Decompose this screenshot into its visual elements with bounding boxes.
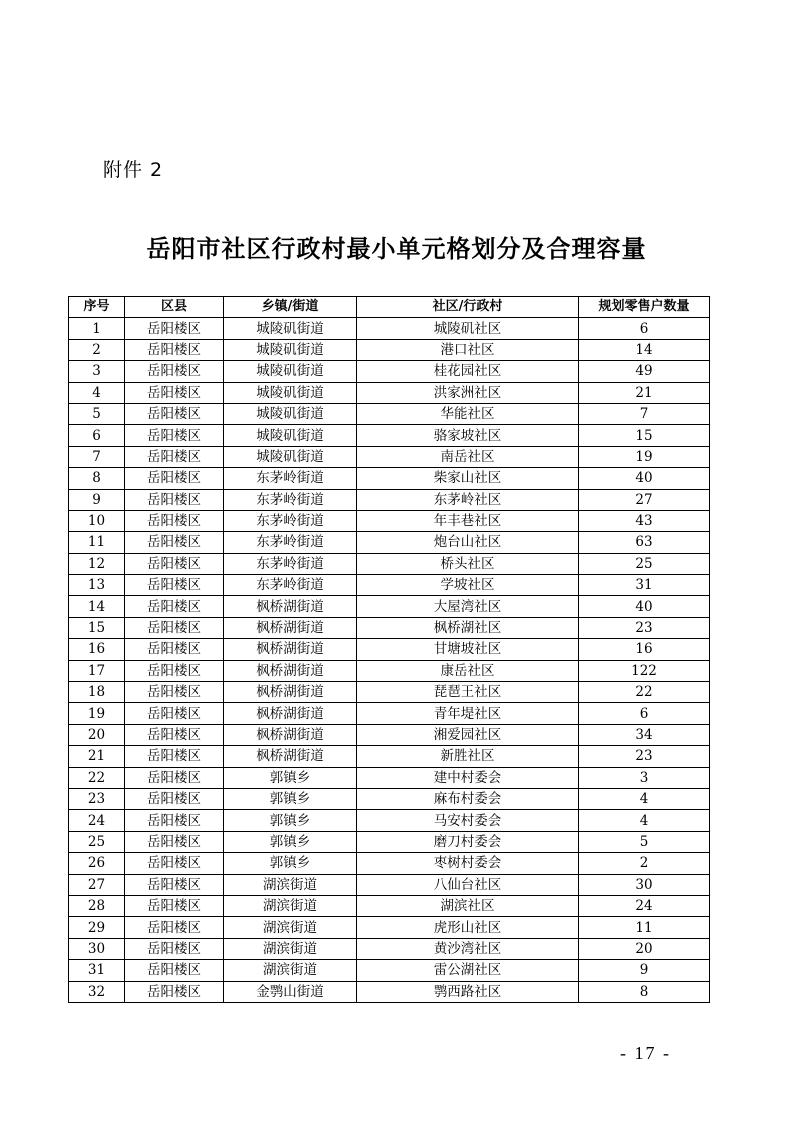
cell-community: 湖滨社区 [357, 895, 579, 916]
cell-index: 32 [69, 981, 125, 1002]
cell-town: 湖滨街道 [224, 895, 357, 916]
cell-town: 湖滨街道 [224, 874, 357, 895]
cell-index: 4 [69, 382, 125, 403]
table-row [69, 403, 710, 424]
cell-index: 29 [69, 917, 125, 938]
table-row [69, 746, 710, 767]
cell-district: 岳阳楼区 [125, 510, 224, 531]
table-row [69, 724, 710, 745]
cell-retail-count: 23 [579, 746, 710, 767]
cell-retail-count: 6 [579, 318, 710, 339]
cell-retail-count: 40 [579, 468, 710, 489]
cell-index: 30 [69, 938, 125, 959]
table-row [69, 489, 710, 510]
cell-index: 11 [69, 532, 125, 553]
cell-retail-count: 5 [579, 831, 710, 852]
cell-town: 郭镇乡 [224, 767, 357, 788]
cell-index: 13 [69, 575, 125, 596]
cell-district: 岳阳楼区 [125, 895, 224, 916]
cell-retail-count: 9 [579, 960, 710, 981]
cell-retail-count: 16 [579, 639, 710, 660]
column-header-retail-count: 规划零售户数量 [579, 297, 710, 318]
cell-index: 23 [69, 788, 125, 809]
cell-town: 郭镇乡 [224, 810, 357, 831]
cell-community: 黄沙湾社区 [357, 938, 579, 959]
cell-community: 雷公湖社区 [357, 960, 579, 981]
table-row [69, 446, 710, 467]
cell-district: 岳阳楼区 [125, 617, 224, 638]
cell-retail-count: 34 [579, 724, 710, 745]
cell-index: 1 [69, 318, 125, 339]
cell-district: 岳阳楼区 [125, 853, 224, 874]
cell-district: 岳阳楼区 [125, 810, 224, 831]
cell-retail-count: 11 [579, 917, 710, 938]
cell-retail-count: 25 [579, 553, 710, 574]
cell-town: 枫桥湖街道 [224, 596, 357, 617]
cell-index: 17 [69, 660, 125, 681]
cell-community: 湘爱园社区 [357, 724, 579, 745]
table-row [69, 853, 710, 874]
cell-community: 南岳社区 [357, 446, 579, 467]
cell-index: 24 [69, 810, 125, 831]
cell-retail-count: 49 [579, 361, 710, 382]
cell-district: 岳阳楼区 [125, 425, 224, 446]
cell-retail-count: 3 [579, 767, 710, 788]
cell-district: 岳阳楼区 [125, 831, 224, 852]
cell-town: 东茅岭街道 [224, 532, 357, 553]
cell-community: 麻布村委会 [357, 788, 579, 809]
cell-community: 甘塘坡社区 [357, 639, 579, 660]
cell-district: 岳阳楼区 [125, 660, 224, 681]
cell-community: 枣树村委会 [357, 853, 579, 874]
table-row [69, 339, 710, 360]
cell-index: 10 [69, 510, 125, 531]
cell-index: 19 [69, 703, 125, 724]
cell-district: 岳阳楼区 [125, 403, 224, 424]
cell-community: 枫桥湖社区 [357, 617, 579, 638]
cell-index: 27 [69, 874, 125, 895]
cell-index: 2 [69, 339, 125, 360]
cell-community: 琵琶王社区 [357, 682, 579, 703]
cell-retail-count: 4 [579, 788, 710, 809]
cell-retail-count: 40 [579, 596, 710, 617]
cell-community: 新胜社区 [357, 746, 579, 767]
table-row [69, 596, 710, 617]
cell-retail-count: 27 [579, 489, 710, 510]
table-row [69, 425, 710, 446]
cell-retail-count: 8 [579, 981, 710, 1002]
data-table [68, 296, 710, 1003]
cell-town: 城陵矶街道 [224, 361, 357, 382]
table-row [69, 874, 710, 895]
cell-index: 20 [69, 724, 125, 745]
table-row [69, 960, 710, 981]
cell-community: 磨刀村委会 [357, 831, 579, 852]
cell-retail-count: 20 [579, 938, 710, 959]
cell-town: 东茅岭街道 [224, 553, 357, 574]
cell-index: 8 [69, 468, 125, 489]
cell-community: 年丰巷社区 [357, 510, 579, 531]
cell-index: 6 [69, 425, 125, 446]
cell-district: 岳阳楼区 [125, 553, 224, 574]
cell-retail-count: 15 [579, 425, 710, 446]
cell-retail-count: 22 [579, 682, 710, 703]
cell-index: 12 [69, 553, 125, 574]
table-row [69, 682, 710, 703]
cell-community: 炮台山社区 [357, 532, 579, 553]
cell-retail-count: 14 [579, 339, 710, 360]
cell-district: 岳阳楼区 [125, 724, 224, 745]
cell-retail-count: 63 [579, 532, 710, 553]
cell-district: 岳阳楼区 [125, 318, 224, 339]
cell-district: 岳阳楼区 [125, 596, 224, 617]
cell-community: 马安村委会 [357, 810, 579, 831]
column-header-district: 区县 [125, 297, 224, 318]
cell-town: 郭镇乡 [224, 853, 357, 874]
cell-community: 东茅岭社区 [357, 489, 579, 510]
cell-index: 14 [69, 596, 125, 617]
table-row [69, 468, 710, 489]
cell-district: 岳阳楼区 [125, 361, 224, 382]
cell-index: 3 [69, 361, 125, 382]
table-row [69, 895, 710, 916]
cell-index: 16 [69, 639, 125, 660]
cell-district: 岳阳楼区 [125, 788, 224, 809]
cell-town: 东茅岭街道 [224, 510, 357, 531]
cell-retail-count: 19 [579, 446, 710, 467]
cell-community: 骆家坡社区 [357, 425, 579, 446]
column-header-community: 社区/行政村 [357, 297, 579, 318]
column-header-town: 乡镇/街道 [224, 297, 357, 318]
table-row [69, 617, 710, 638]
cell-index: 15 [69, 617, 125, 638]
cell-town: 东茅岭街道 [224, 468, 357, 489]
attachment-label: 附件 2 [103, 159, 164, 181]
cell-district: 岳阳楼区 [125, 767, 224, 788]
cell-retail-count: 7 [579, 403, 710, 424]
table-row [69, 382, 710, 403]
column-header-index: 序号 [69, 297, 125, 318]
cell-index: 26 [69, 853, 125, 874]
cell-index: 9 [69, 489, 125, 510]
cell-town: 枫桥湖街道 [224, 660, 357, 681]
cell-district: 岳阳楼区 [125, 981, 224, 1002]
cell-town: 枫桥湖街道 [224, 617, 357, 638]
cell-community: 虎形山社区 [357, 917, 579, 938]
table-header-row [69, 297, 710, 318]
cell-index: 21 [69, 746, 125, 767]
cell-district: 岳阳楼区 [125, 468, 224, 489]
cell-town: 枫桥湖街道 [224, 682, 357, 703]
cell-district: 岳阳楼区 [125, 382, 224, 403]
cell-town: 城陵矶街道 [224, 339, 357, 360]
cell-district: 岳阳楼区 [125, 575, 224, 596]
cell-retail-count: 21 [579, 382, 710, 403]
cell-community: 桥头社区 [357, 553, 579, 574]
cell-town: 城陵矶街道 [224, 382, 357, 403]
table-row [69, 810, 710, 831]
cell-community: 八仙台社区 [357, 874, 579, 895]
cell-town: 枫桥湖街道 [224, 746, 357, 767]
cell-community: 港口社区 [357, 339, 579, 360]
table-row [69, 361, 710, 382]
cell-town: 东茅岭街道 [224, 575, 357, 596]
cell-community: 洪家洲社区 [357, 382, 579, 403]
cell-district: 岳阳楼区 [125, 917, 224, 938]
cell-community: 大屋湾社区 [357, 596, 579, 617]
cell-district: 岳阳楼区 [125, 960, 224, 981]
cell-town: 东茅岭街道 [224, 489, 357, 510]
cell-retail-count: 24 [579, 895, 710, 916]
cell-district: 岳阳楼区 [125, 874, 224, 895]
cell-retail-count: 122 [579, 660, 710, 681]
table-row [69, 788, 710, 809]
cell-district: 岳阳楼区 [125, 532, 224, 553]
cell-community: 桂花园社区 [357, 361, 579, 382]
table-row [69, 318, 710, 339]
cell-town: 枫桥湖街道 [224, 724, 357, 745]
table-row [69, 703, 710, 724]
cell-district: 岳阳楼区 [125, 703, 224, 724]
cell-index: 22 [69, 767, 125, 788]
cell-district: 岳阳楼区 [125, 446, 224, 467]
cell-town: 城陵矶街道 [224, 403, 357, 424]
cell-town: 城陵矶街道 [224, 446, 357, 467]
cell-index: 25 [69, 831, 125, 852]
cell-community: 柴家山社区 [357, 468, 579, 489]
cell-town: 枫桥湖街道 [224, 703, 357, 724]
table-row [69, 575, 710, 596]
cell-retail-count: 30 [579, 874, 710, 895]
cell-town: 郭镇乡 [224, 788, 357, 809]
cell-community: 建中村委会 [357, 767, 579, 788]
cell-district: 岳阳楼区 [125, 682, 224, 703]
cell-index: 28 [69, 895, 125, 916]
table-body [69, 318, 710, 1003]
page-title: 岳阳市社区行政村最小单元格划分及合理容量 [146, 235, 647, 263]
cell-district: 岳阳楼区 [125, 639, 224, 660]
table-row [69, 510, 710, 531]
cell-town: 城陵矶街道 [224, 425, 357, 446]
cell-town: 金鹗山街道 [224, 981, 357, 1002]
cell-district: 岳阳楼区 [125, 746, 224, 767]
cell-retail-count: 6 [579, 703, 710, 724]
table-row [69, 767, 710, 788]
cell-town: 湖滨街道 [224, 917, 357, 938]
cell-district: 岳阳楼区 [125, 489, 224, 510]
table-row [69, 553, 710, 574]
cell-retail-count: 43 [579, 510, 710, 531]
cell-community: 华能社区 [357, 403, 579, 424]
table-row [69, 917, 710, 938]
table-row [69, 981, 710, 1002]
cell-community: 鹗西路社区 [357, 981, 579, 1002]
cell-index: 5 [69, 403, 125, 424]
cell-town: 湖滨街道 [224, 938, 357, 959]
cell-community: 学坡社区 [357, 575, 579, 596]
cell-retail-count: 4 [579, 810, 710, 831]
cell-index: 18 [69, 682, 125, 703]
cell-retail-count: 23 [579, 617, 710, 638]
cell-district: 岳阳楼区 [125, 339, 224, 360]
cell-district: 岳阳楼区 [125, 938, 224, 959]
table-row [69, 532, 710, 553]
cell-community: 城陵矶社区 [357, 318, 579, 339]
cell-town: 城陵矶街道 [224, 318, 357, 339]
table-row [69, 639, 710, 660]
page-number: - 17 - [620, 1043, 671, 1063]
table-row [69, 938, 710, 959]
cell-index: 31 [69, 960, 125, 981]
cell-community: 康岳社区 [357, 660, 579, 681]
cell-town: 枫桥湖街道 [224, 639, 357, 660]
cell-retail-count: 31 [579, 575, 710, 596]
cell-retail-count: 2 [579, 853, 710, 874]
cell-town: 郭镇乡 [224, 831, 357, 852]
table-row [69, 660, 710, 681]
table-row [69, 831, 710, 852]
cell-community: 青年堤社区 [357, 703, 579, 724]
cell-town: 湖滨街道 [224, 960, 357, 981]
cell-index: 7 [69, 446, 125, 467]
